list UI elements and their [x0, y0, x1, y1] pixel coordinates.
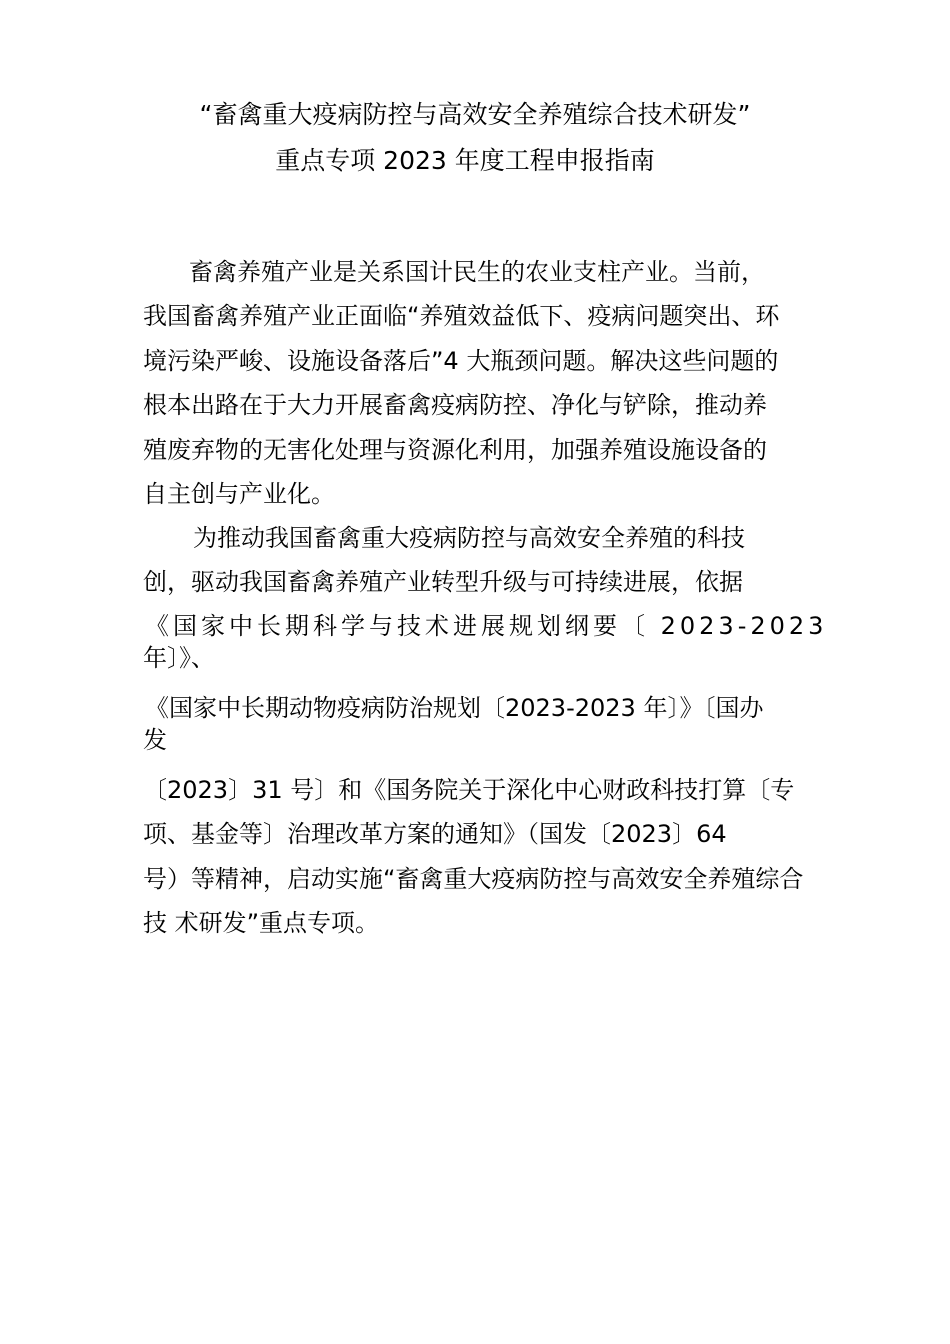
- paragraph-2-line-7: 〔2023〕31 号〕和《国务院关于深化中心财政科技打算〔专: [143, 776, 795, 804]
- paragraph-2-line-5: 《国家中长期动物疫病防治规划〔2023-2023 年〕》〔国办: [145, 694, 764, 722]
- paragraph-2-line-1: 为推动我国畜禽重大疫病防控与高效安全养殖的科技: [193, 524, 745, 552]
- paragraph-1-line-3: 境污染严峻、设施设备落后”4 大瓶颈问题。解决这些问题的: [143, 347, 779, 375]
- paragraph-2-line-8: 项、基金等〕治理改革方案的通知》（国发〔2023〕64: [143, 820, 727, 848]
- document-title-line-2: 重点专项 2023 年度工程申报指南: [275, 146, 655, 175]
- paragraph-1-line-1: 畜禽养殖产业是关系国计民生的农业支柱产业。当前，: [189, 258, 765, 286]
- paragraph-2-line-9: 号）等精神，启动实施“畜禽重大疫病防控与高效安全养殖综合: [143, 865, 804, 893]
- paragraph-2-line-4: 年〕》、: [143, 644, 215, 672]
- paragraph-1-line-4: 根本出路在于大力开展畜禽疫病防控、净化与铲除，推动养: [143, 391, 767, 419]
- paragraph-2-line-6: 发: [143, 726, 167, 754]
- document-title-line-1: “畜禽重大疫病防控与高效安全养殖综合技术研发”: [199, 100, 751, 129]
- paragraph-2-line-3: 《国家中长期科学与技术进展规划纲要〔 2023-2023: [145, 612, 828, 640]
- paragraph-1-line-6: 自主创与产业化。: [143, 480, 335, 508]
- paragraph-1-line-5: 殖废弃物的无害化处理与资源化利用，加强养殖设施设备的: [143, 436, 767, 464]
- paragraph-1-line-2: 我国畜禽养殖产业正面临“养殖效益低下、疫病问题突出、环: [143, 302, 780, 330]
- paragraph-2-line-2: 创，驱动我国畜禽养殖产业转型升级与可持续进展，依据: [143, 568, 743, 596]
- paragraph-2-line-10: 技 术研发”重点专项。: [143, 909, 380, 937]
